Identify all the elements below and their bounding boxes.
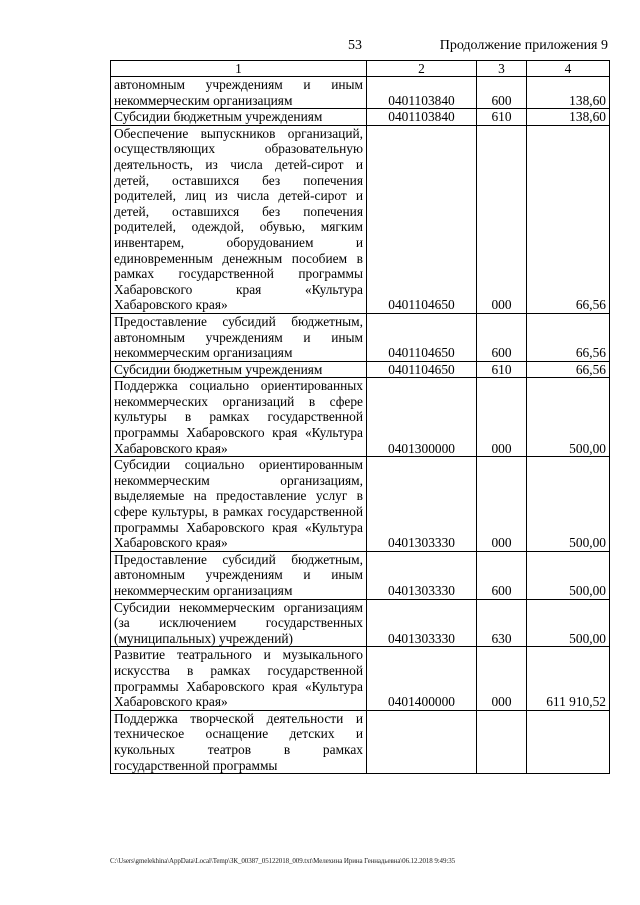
row-description: Субсидии социально ориентированным некоммерческим организациям, выделяемые на предоставление услуг в сфере культуры, в рамках государственной программы Хабаровского края «Культура Хабаровского края» [111,457,367,552]
table-row [111,551,610,599]
row-amount: 66,56 [527,313,610,361]
table-row [111,361,610,378]
row-amount: 66,56 [527,125,610,313]
row-description: Предоставление субсидий бюджетным, автономным учреждениям и иным некоммерческим организациям [111,313,367,361]
appendix-continuation-title: Продолжение приложения 9 [439,38,608,53]
row-amount [527,710,610,773]
row-target-code [367,710,477,773]
row-amount: 500,00 [527,551,610,599]
row-expense-type: 600 [477,77,527,109]
row-expense-type: 610 [477,361,527,378]
row-target-code: 0401104650 [367,313,477,361]
row-description: Поддержка творческой деятельности и техническое оснащение детских и кукольных театров в рамках государственной программы [111,710,367,773]
row-description: Обеспечение выпускников организаций, осуществляющих образовательную деятельность, из числа детей-сирот и детей, оставшихся без попечения родителей, лиц из числа детей-сирот и детей, оставшихся без попечения родителей, одеждой, обувью, мягким инвентарем, оборудованием и единовременным денежным пособием в рамках государственной программы Хабаровского края «Культура Хабаровского края» [111,125,367,313]
row-description: Предоставление субсидий бюджетным, автономным учреждениям и иным некоммерческим организациям [111,551,367,599]
row-description: Поддержка социально ориентированных некоммерческих организаций в сфере культуры в рамках государственной программы Хабаровского края «Культура Хабаровского края» [111,378,367,457]
table-row [111,109,610,126]
row-amount: 138,60 [527,109,610,126]
table-row [111,647,610,710]
column-header-1: 1 [111,61,367,77]
column-header-3: 3 [477,61,527,77]
table-row [111,313,610,361]
row-description: автономным учреждениям и иным некоммерческим организациям [111,77,367,109]
row-target-code: 0401303330 [367,599,477,647]
row-amount: 138,60 [527,77,610,109]
row-description: Субсидии бюджетным учреждениям [111,109,367,126]
row-target-code: 0401400000 [367,647,477,710]
row-target-code: 0401303330 [367,457,477,552]
table-header-row [111,61,610,77]
table-row [111,599,610,647]
row-target-code: 0401104650 [367,125,477,313]
column-header-4: 4 [527,61,610,77]
row-amount: 66,56 [527,361,610,378]
row-expense-type: 610 [477,109,527,126]
row-expense-type: 630 [477,599,527,647]
budget-table [110,60,610,774]
table-row [111,710,610,773]
row-description: Субсидии бюджетным учреждениям [111,361,367,378]
footer-file-path: C:\Users\gmelekhina\AppData\Local\Temp\ЗК_00387_05122018_009.txt\Мелехина Ирина Геннадьевна\06.12.2018 9:49:35 [110,857,456,865]
page-number: 53 [348,38,362,53]
row-description: Развитие театрального и музыкального искусства в рамках государственной программы Хабаровского края «Культура Хабаровского края» [111,647,367,710]
row-description: Субсидии некоммерческим организациям (за исключением государственных (муниципальных) учреждений) [111,599,367,647]
table-row [111,457,610,552]
row-expense-type: 000 [477,457,527,552]
column-header-2: 2 [367,61,477,77]
row-amount: 500,00 [527,457,610,552]
row-expense-type [477,710,527,773]
row-target-code: 0401300000 [367,378,477,457]
row-target-code: 0401303330 [367,551,477,599]
row-target-code: 0401103840 [367,109,477,126]
row-amount: 500,00 [527,378,610,457]
row-target-code: 0401104650 [367,361,477,378]
row-amount: 500,00 [527,599,610,647]
table-row [111,378,610,457]
row-expense-type: 000 [477,378,527,457]
row-expense-type: 600 [477,551,527,599]
row-expense-type: 600 [477,313,527,361]
table-row [111,77,610,109]
row-expense-type: 000 [477,125,527,313]
row-target-code: 0401103840 [367,77,477,109]
row-expense-type: 000 [477,647,527,710]
table-row [111,125,610,313]
row-amount: 611 910,52 [527,647,610,710]
